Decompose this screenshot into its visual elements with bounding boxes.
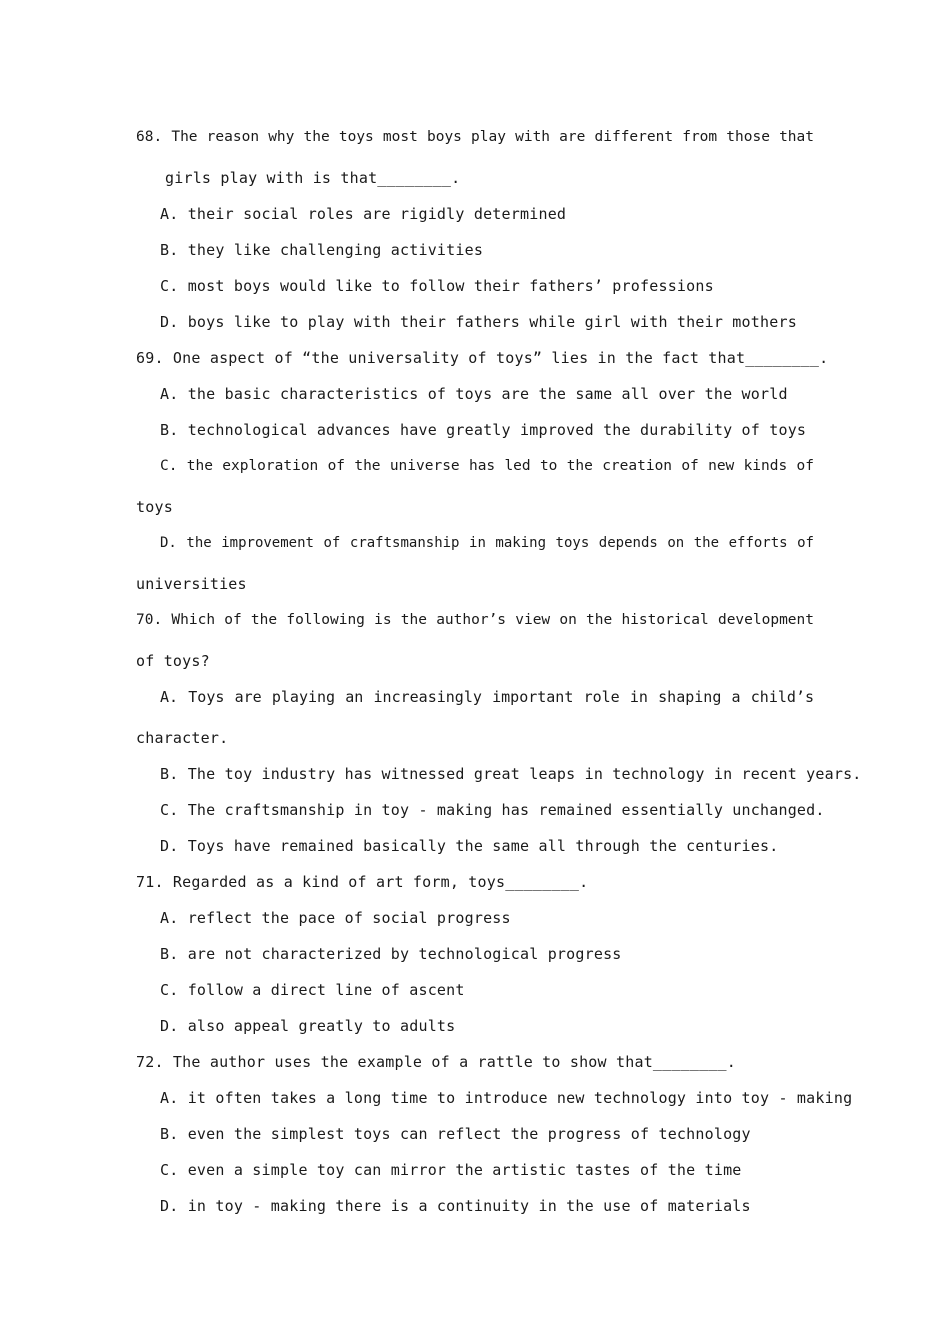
question-69-stem: 69. One aspect of “the universality of toys” lies in the fact that________. [136,349,829,367]
question-68-option-d: D. boys like to play with their fathers while girl with their mothers [160,313,797,331]
question-69-option-a: A. the basic characteristics of toys are the same all over the world [160,385,788,403]
question-72-option-a: A. it often takes a long time to introduce new technology into toy - making [160,1089,853,1107]
question-70-option-d: D. Toys have remained basically the same all through the centuries. [160,837,779,855]
question-71-option-b: B. are not characterized by technological progress [160,945,622,963]
question-71-option-c: C. follow a direct line of ascent [160,981,465,999]
question-68-option-c: C. most boys would like to follow their fathers’ professions [160,277,714,295]
question-70-stem: 70. Which of the following is the author’s view on the historical development [136,612,814,628]
question-69-option-b: B. technological advances have greatly improved the durability of toys [160,421,807,439]
question-70-option-b: B. The toy industry has witnessed great leaps in technology in recent years. [160,765,862,783]
question-68-option-a: A. their social roles are rigidly determined [160,205,567,223]
question-71-option-d: D. also appeal greatly to adults [160,1017,456,1035]
question-71-stem: 71. Regarded as a kind of art form, toys________. [136,873,589,891]
question-69-option-c: C. the exploration of the universe has led to the creation of new kinds of [160,458,814,474]
question-72-option-d: D. in toy - making there is a continuity in the use of materials [160,1197,751,1215]
question-70-option-a: A. Toys are playing an increasingly important role in shaping a child’s [160,688,814,706]
question-70-option-c: C. The craftsmanship in toy - making has remained essentially unchanged. [160,801,825,819]
question-69-option-c-continued: toys [136,498,173,516]
question-69-option-d-continued: universities [136,575,247,593]
question-72-option-c: C. even a simple toy can mirror the artistic tastes of the time [160,1161,742,1179]
question-68-stem-continued: girls play with is that________. [165,169,461,187]
question-72-stem: 72. The author uses the example of a rattle to show that________. [136,1053,736,1071]
question-68-stem: 68. The reason why the toys most boys play with are different from those that [136,129,814,145]
question-69-option-d: D. the improvement of craftsmanship in making toys depends on the efforts of [160,535,814,551]
question-70-option-a-continued: character. [136,729,229,747]
question-71-option-a: A. reflect the pace of social progress [160,909,511,927]
question-68-option-b: B. they like challenging activities [160,241,484,259]
question-70-stem-continued: of toys? [136,652,210,670]
question-72-option-b: B. even the simplest toys can reflect the progress of technology [160,1125,751,1143]
